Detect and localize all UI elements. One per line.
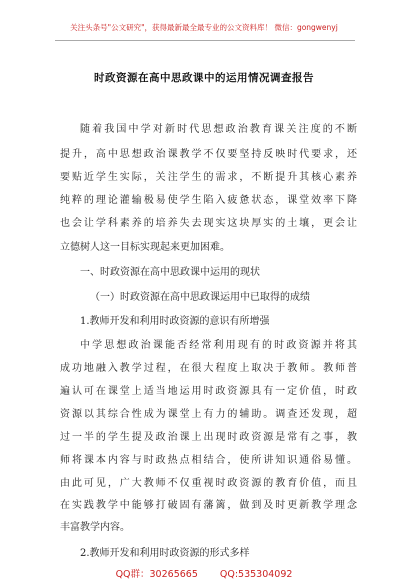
subsection-heading: （一）时政资源在高中思政课运用中已取得的成绩	[90, 292, 310, 303]
intro-line: 提升，高中思想政治课教学不仅要坚持反映时代要求，还	[60, 149, 357, 160]
body-line: 资源以其综合性成为课堂上有力的辅助。调查还发现，超	[60, 409, 357, 420]
body-line: 遍认可在课堂上适当地运用时政资源具有一定价值，时政	[60, 386, 357, 397]
intro-line: 立德树人这一目标实现起来更加困难。	[60, 242, 230, 253]
body-line: 过一半的学生提及政治课上出现时政资源是常有之事，教	[60, 432, 357, 443]
body-line: 丰富教学内容。	[60, 522, 130, 533]
body-line: 师将课本内容与时政热点相结合，使所讲知识通俗易懂。	[60, 455, 357, 466]
footer-qq-group: QQ群：30265665	[115, 569, 198, 580]
body-line: 成功地融入教学过程，在很大程度上取决于教师。教师普	[60, 363, 357, 374]
header-divider	[55, 40, 355, 41]
header-banner: 关注头条号"公文研究"，获得最新最全最专业的公文资料库！ 微信：gongwenyj	[70, 23, 338, 32]
footer-contact	[0, 566, 408, 580]
document-title: 时政资源在高中思政课中的运用情况调查报告	[94, 72, 314, 84]
footer-qq-number: QQ:535304092	[219, 569, 293, 580]
intro-line: 也会让学科素养的培养失去现实这块厚实的土壤，更会让	[60, 218, 357, 229]
body-line: 在实践教学中能够打破固有藩篱，做到及时更新教学理念	[60, 500, 357, 511]
intro-line: 纯粹的理论灌输极易使学生陷入疲惫状态，课堂效率下降	[60, 195, 357, 206]
intro-line: 随着我国中学对新时代思想政治教育课关注度的不断	[80, 124, 357, 135]
body-line: 由此可见，广大教师不仅重视时政资源的教育价值，而且	[60, 478, 357, 489]
point-heading: 2.教师开发和利用时政资源的形式多样	[80, 548, 250, 559]
intro-line: 要贴近学生实际，关注学生的需求，不断提升其核心素养	[60, 172, 357, 183]
section-heading: 一、时政资源在高中思政课中运用的现状	[80, 267, 260, 278]
body-line: 中学思想政治课能否经常利用现有的时政资源并将其	[80, 340, 357, 351]
point-heading: 1.教师开发和利用时政资源的意识有所增强	[80, 316, 270, 327]
